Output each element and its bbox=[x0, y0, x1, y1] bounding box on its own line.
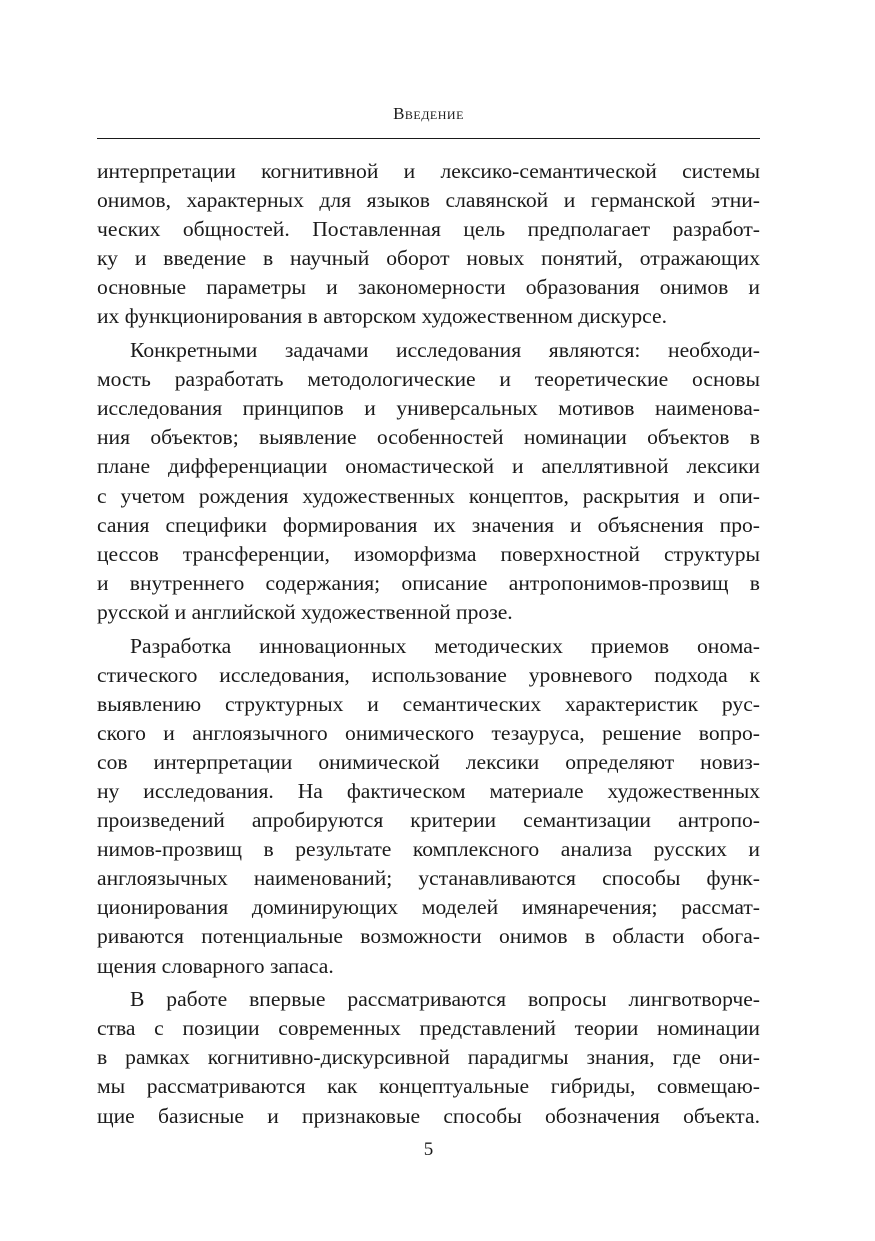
text-line: ческих общностей. Поставленная цель предполагает разработ- bbox=[97, 217, 760, 242]
paragraph bbox=[97, 632, 760, 981]
text-line: англоязычных наименований; устанавливаются способы функ- bbox=[97, 866, 760, 891]
text-line: мы рассматриваются как концептуальные гибриды, совмещаю- bbox=[97, 1074, 760, 1099]
page-number: 5 bbox=[423, 1139, 434, 1160]
text-line: Разработка инновационных методических приемов онома- bbox=[130, 633, 760, 658]
body-text bbox=[97, 157, 760, 1131]
header-rule bbox=[97, 138, 760, 139]
text-line: В работе впервые рассматриваются вопросы лингвотворче- bbox=[130, 987, 760, 1012]
text-line: мость разработать методологические и теоретические основы bbox=[97, 367, 760, 392]
text-line: их функционирования в авторском художественном дискурсе. bbox=[97, 304, 667, 329]
text-line: выявлению структурных и семантических характеристик рус- bbox=[97, 691, 760, 716]
text-line: онимов, характерных для языков славянской и германской этни- bbox=[97, 188, 760, 213]
paragraph bbox=[97, 336, 760, 627]
text-line: ционирования доминирующих моделей имянаречения; рассмат- bbox=[97, 895, 760, 920]
text-line: русской и английской художественной прозе. bbox=[97, 599, 513, 624]
text-line: ского и англоязычного онимического тезауруса, решение вопро- bbox=[97, 720, 760, 745]
text-line: сания специфики формирования их значения и объяснения про- bbox=[97, 512, 760, 537]
text-line: ния объектов; выявление особенностей номинации объектов в bbox=[97, 425, 760, 450]
text-line: сов интерпретации онимической лексики определяют новиз- bbox=[97, 749, 760, 774]
text-line: Конкретными задачами исследования являются: необходи- bbox=[130, 338, 760, 363]
text-line: щие базисные и признаковые способы обозначения объекта. bbox=[97, 1103, 760, 1128]
running-header: Введение bbox=[393, 104, 464, 123]
text-line: ства с позиции современных представлений теории номинации bbox=[97, 1016, 760, 1041]
text-line: нимов-прозвищ в результате комплексного анализа русских и bbox=[97, 837, 760, 862]
text-line: основные параметры и закономерности образования онимов и bbox=[97, 275, 760, 300]
text-line: щения словарного запаса. bbox=[97, 953, 334, 978]
text-line: стического исследования, использование уровневого подхода к bbox=[97, 662, 760, 687]
text-line: и внутреннего содержания; описание антропонимов-прозвищ в bbox=[97, 570, 760, 595]
text-line: плане дифференциации ономастической и апеллятивной лексики bbox=[97, 454, 760, 479]
text-line: с учетом рождения художественных концептов, раскрытия и опи- bbox=[97, 483, 760, 508]
text-line: ку и введение в научный оборот новых понятий, отражающих bbox=[97, 246, 760, 271]
text-line: риваются потенциальные возможности онимов в области обога- bbox=[97, 924, 760, 949]
paragraph bbox=[97, 985, 760, 1130]
text-line: ну исследования. На фактическом материале художественных bbox=[97, 778, 760, 803]
text-line: в рамках когнитивно-дискурсивной парадигмы знания, где они- bbox=[97, 1045, 760, 1070]
paragraph bbox=[97, 157, 760, 332]
text-line: интерпретации когнитивной и лексико-семантической системы bbox=[97, 159, 760, 183]
text-line: цессов трансференции, изоморфизма поверхностной структуры bbox=[97, 541, 760, 566]
text-line: исследования принципов и универсальных мотивов наименова- bbox=[97, 396, 760, 421]
text-line: произведений апробируются критерии семантизации антропо- bbox=[97, 808, 760, 833]
